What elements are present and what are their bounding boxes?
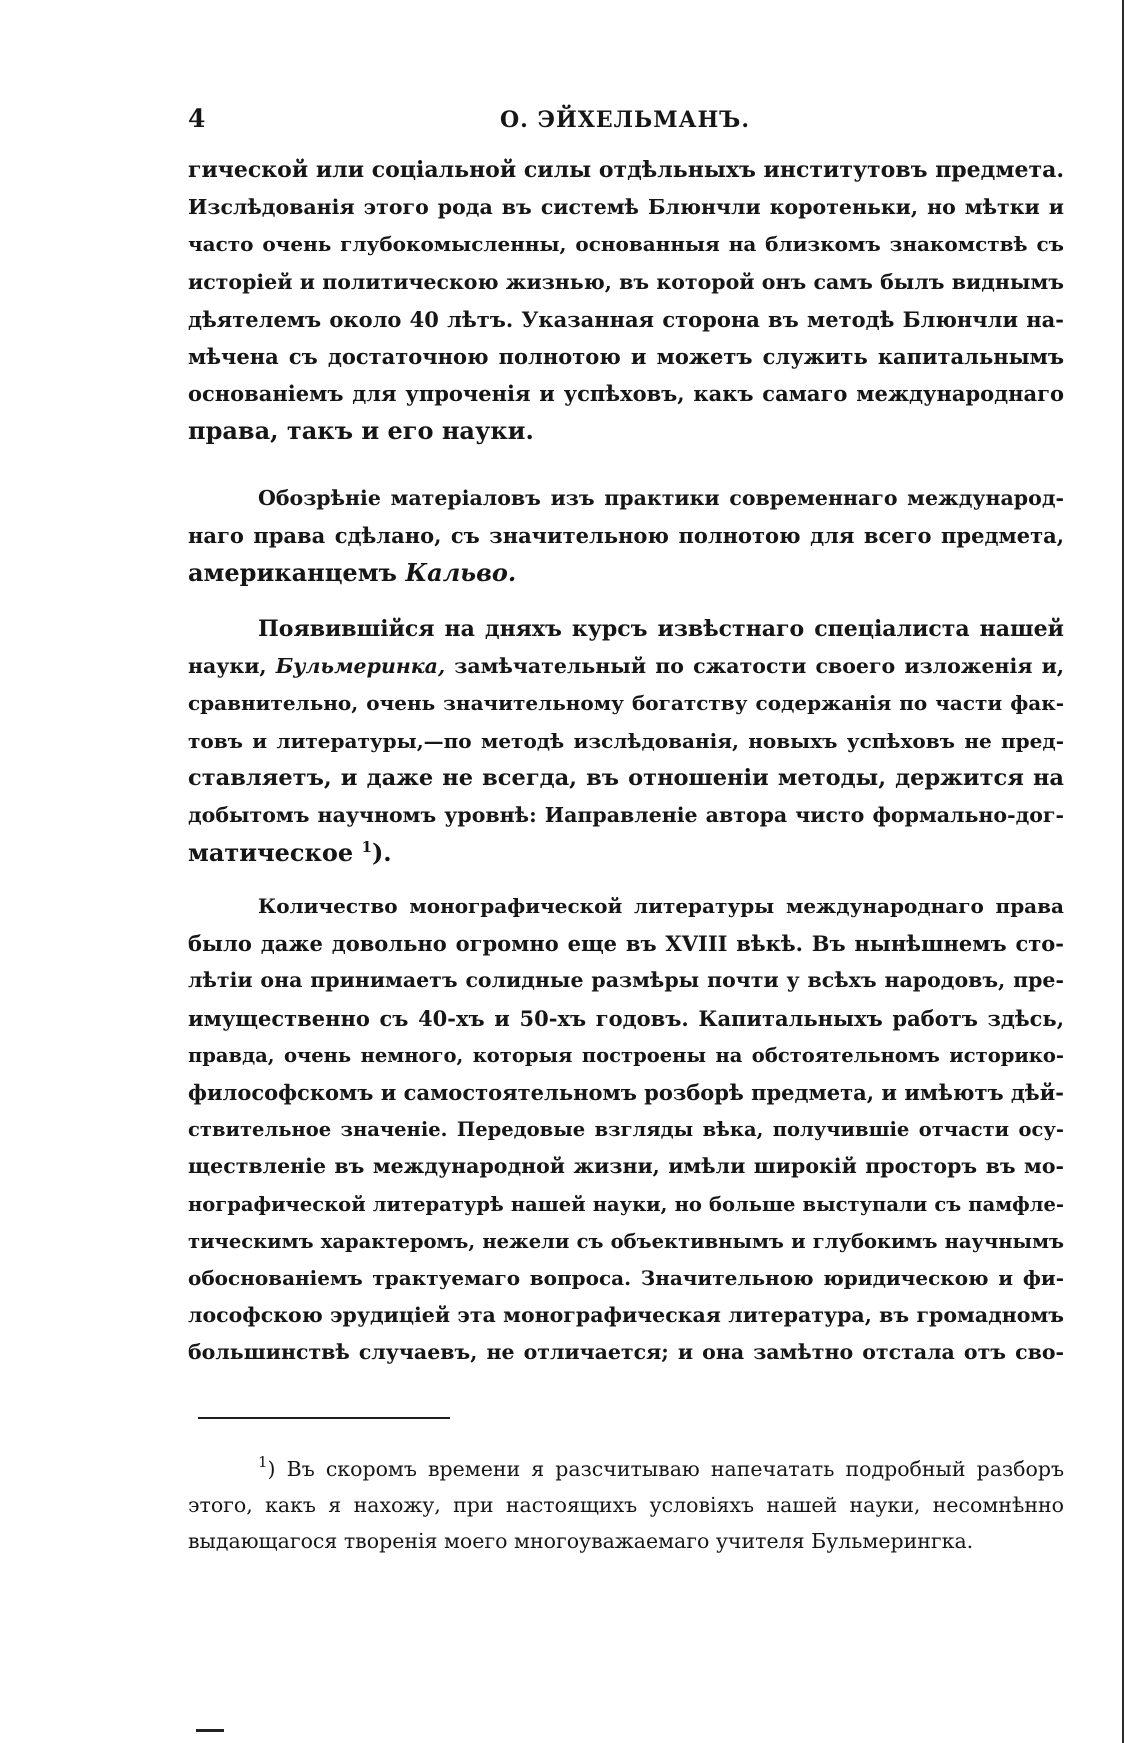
text-line — [188, 834, 1064, 871]
footnote-marker: 1 — [258, 1453, 268, 1471]
text-line: нографической литературѣ нашей науки, но больше выступали съ памфле- — [188, 1192, 1064, 1216]
italic-name: Кальво. — [405, 558, 517, 588]
text-fragment: замѣчательный по сжатости своего изложенія и, — [454, 654, 1065, 679]
text-line: тическимъ характеромъ, нежели съ объективнымъ и глубокимъ научнымъ — [188, 1229, 1064, 1253]
page-number: 4 — [188, 104, 206, 133]
text-fragment: американцемъ — [188, 558, 397, 588]
text-line: мѣчена съ достаточною полнотою и можетъ служить капитальнымъ — [188, 344, 1064, 370]
text-line: Появившійся на дняхъ курсъ извѣстнаго спеціалиста нашей — [258, 616, 1064, 642]
text-line: обоснованіемъ трактуемаго вопроса. Значительною юридическою и фи- — [188, 1266, 1064, 1291]
text-fragment: ). — [371, 838, 392, 868]
italic-name: Бульмеринка, — [275, 654, 446, 679]
text-line: исторіей и политическою жизнью, въ которой онъ самъ былъ виднымъ — [188, 269, 1064, 294]
paragraph-3 — [188, 611, 1064, 871]
paragraph-4 — [188, 888, 1064, 1372]
footnote-divider — [198, 1417, 450, 1419]
text-line: большинствѣ случаевъ, не отличается; и она замѣтно отстала отъ сво- — [188, 1340, 1064, 1365]
text-line: лѣтіи она принимаетъ солидные размѣры почти у всѣхъ народовъ, пре- — [188, 968, 1064, 993]
text-line: Количество монографической литературы международнаго права — [258, 894, 1064, 918]
footnote-line — [188, 1451, 1064, 1487]
footnote-marker-close: ) — [267, 1457, 276, 1481]
running-head: О. ЭЙХЕЛЬМАНЪ. — [500, 107, 750, 133]
text-line: наго права сдѣлано, съ значительною полнотою для всего предмета, — [188, 523, 1064, 549]
text-line — [188, 648, 1064, 685]
text-line: имущественно съ 40-хъ и 50-хъ годовъ. Капитальныхъ работъ здѣсь, — [188, 1005, 1064, 1031]
text-fragment: науки, — [188, 654, 267, 679]
text-line — [188, 554, 1064, 591]
text-line: сравнительно, очень значительному богатству содержанія по части фак- — [188, 691, 1064, 716]
scan-mark — [196, 1729, 224, 1732]
text-line: Обозрѣніе матеріаловъ изъ практики современнаго международ- — [258, 486, 1064, 510]
text-line: добытомъ научномъ уровнѣ: Иаправленіе автора чисто формально-дог- — [188, 803, 1064, 828]
text-line: часто очень глубокомысленны, основанныя на близкомъ знакомствѣ съ — [188, 232, 1064, 257]
text-line: ствительное значеніе. Передовые взгляды вѣка, получившіе отчасти осу- — [188, 1118, 1064, 1142]
text-line: дѣятелемъ около 40 лѣтъ. Указанная сторона въ методѣ Блюнчли на- — [188, 306, 1064, 332]
text-line: Изслѣдованія этого рода въ системѣ Блюнчли коротеньки, но мѣтки и — [188, 195, 1064, 220]
text-line: гической или соціальной силы отдѣльныхъ институтовъ предмета. — [188, 157, 1064, 183]
page-edge-line — [1122, 0, 1124, 1743]
paragraph-2 — [188, 480, 1064, 592]
text-line: права, такъ и его науки. — [188, 416, 534, 446]
text-line: философскомъ и самостоятельномъ розборѣ предмета, и имѣютъ дѣй- — [188, 1080, 1064, 1106]
text-line: лософскою эрудиціей эта монографическая литература, въ громадномъ — [188, 1303, 1064, 1328]
paragraph-1 — [188, 152, 1064, 450]
text-fragment: Въ скоромъ времени я разсчитываю напечатать подробный разборъ — [286, 1457, 1064, 1481]
footnote-line: выдающагося творенія моего многоуважаемаго учителя Бульмерингка. — [188, 1529, 974, 1553]
text-line: товъ и литературы,—по методѣ изслѣдованія, новыхъ успѣховъ не пред- — [188, 728, 1064, 753]
text-line: ществленіе въ международной жизни, имѣли широкій просторъ въ мо- — [188, 1154, 1064, 1179]
text-fragment: матическое — [188, 838, 354, 868]
footnote-reference[interactable]: 1 — [361, 838, 372, 857]
footnote-line: этого, какъ я нахожу, при настоящихъ условіяхъ нашей науки, несомнѣнно — [188, 1493, 1064, 1517]
text-line: ставляетъ, и даже не всегда, въ отношеніи методы, держится на — [188, 764, 1064, 791]
text-line: было даже довольно огромно еще въ XVIII вѣкѣ. Въ нынѣшнемъ сто- — [188, 931, 1064, 957]
text-line: правда, очень немного, которыя построены на обстоятельномъ историко- — [188, 1043, 1064, 1067]
text-line: основаніемъ для упроченія и успѣховъ, какъ самаго международнаго — [188, 381, 1064, 407]
footnote — [188, 1451, 1064, 1559]
